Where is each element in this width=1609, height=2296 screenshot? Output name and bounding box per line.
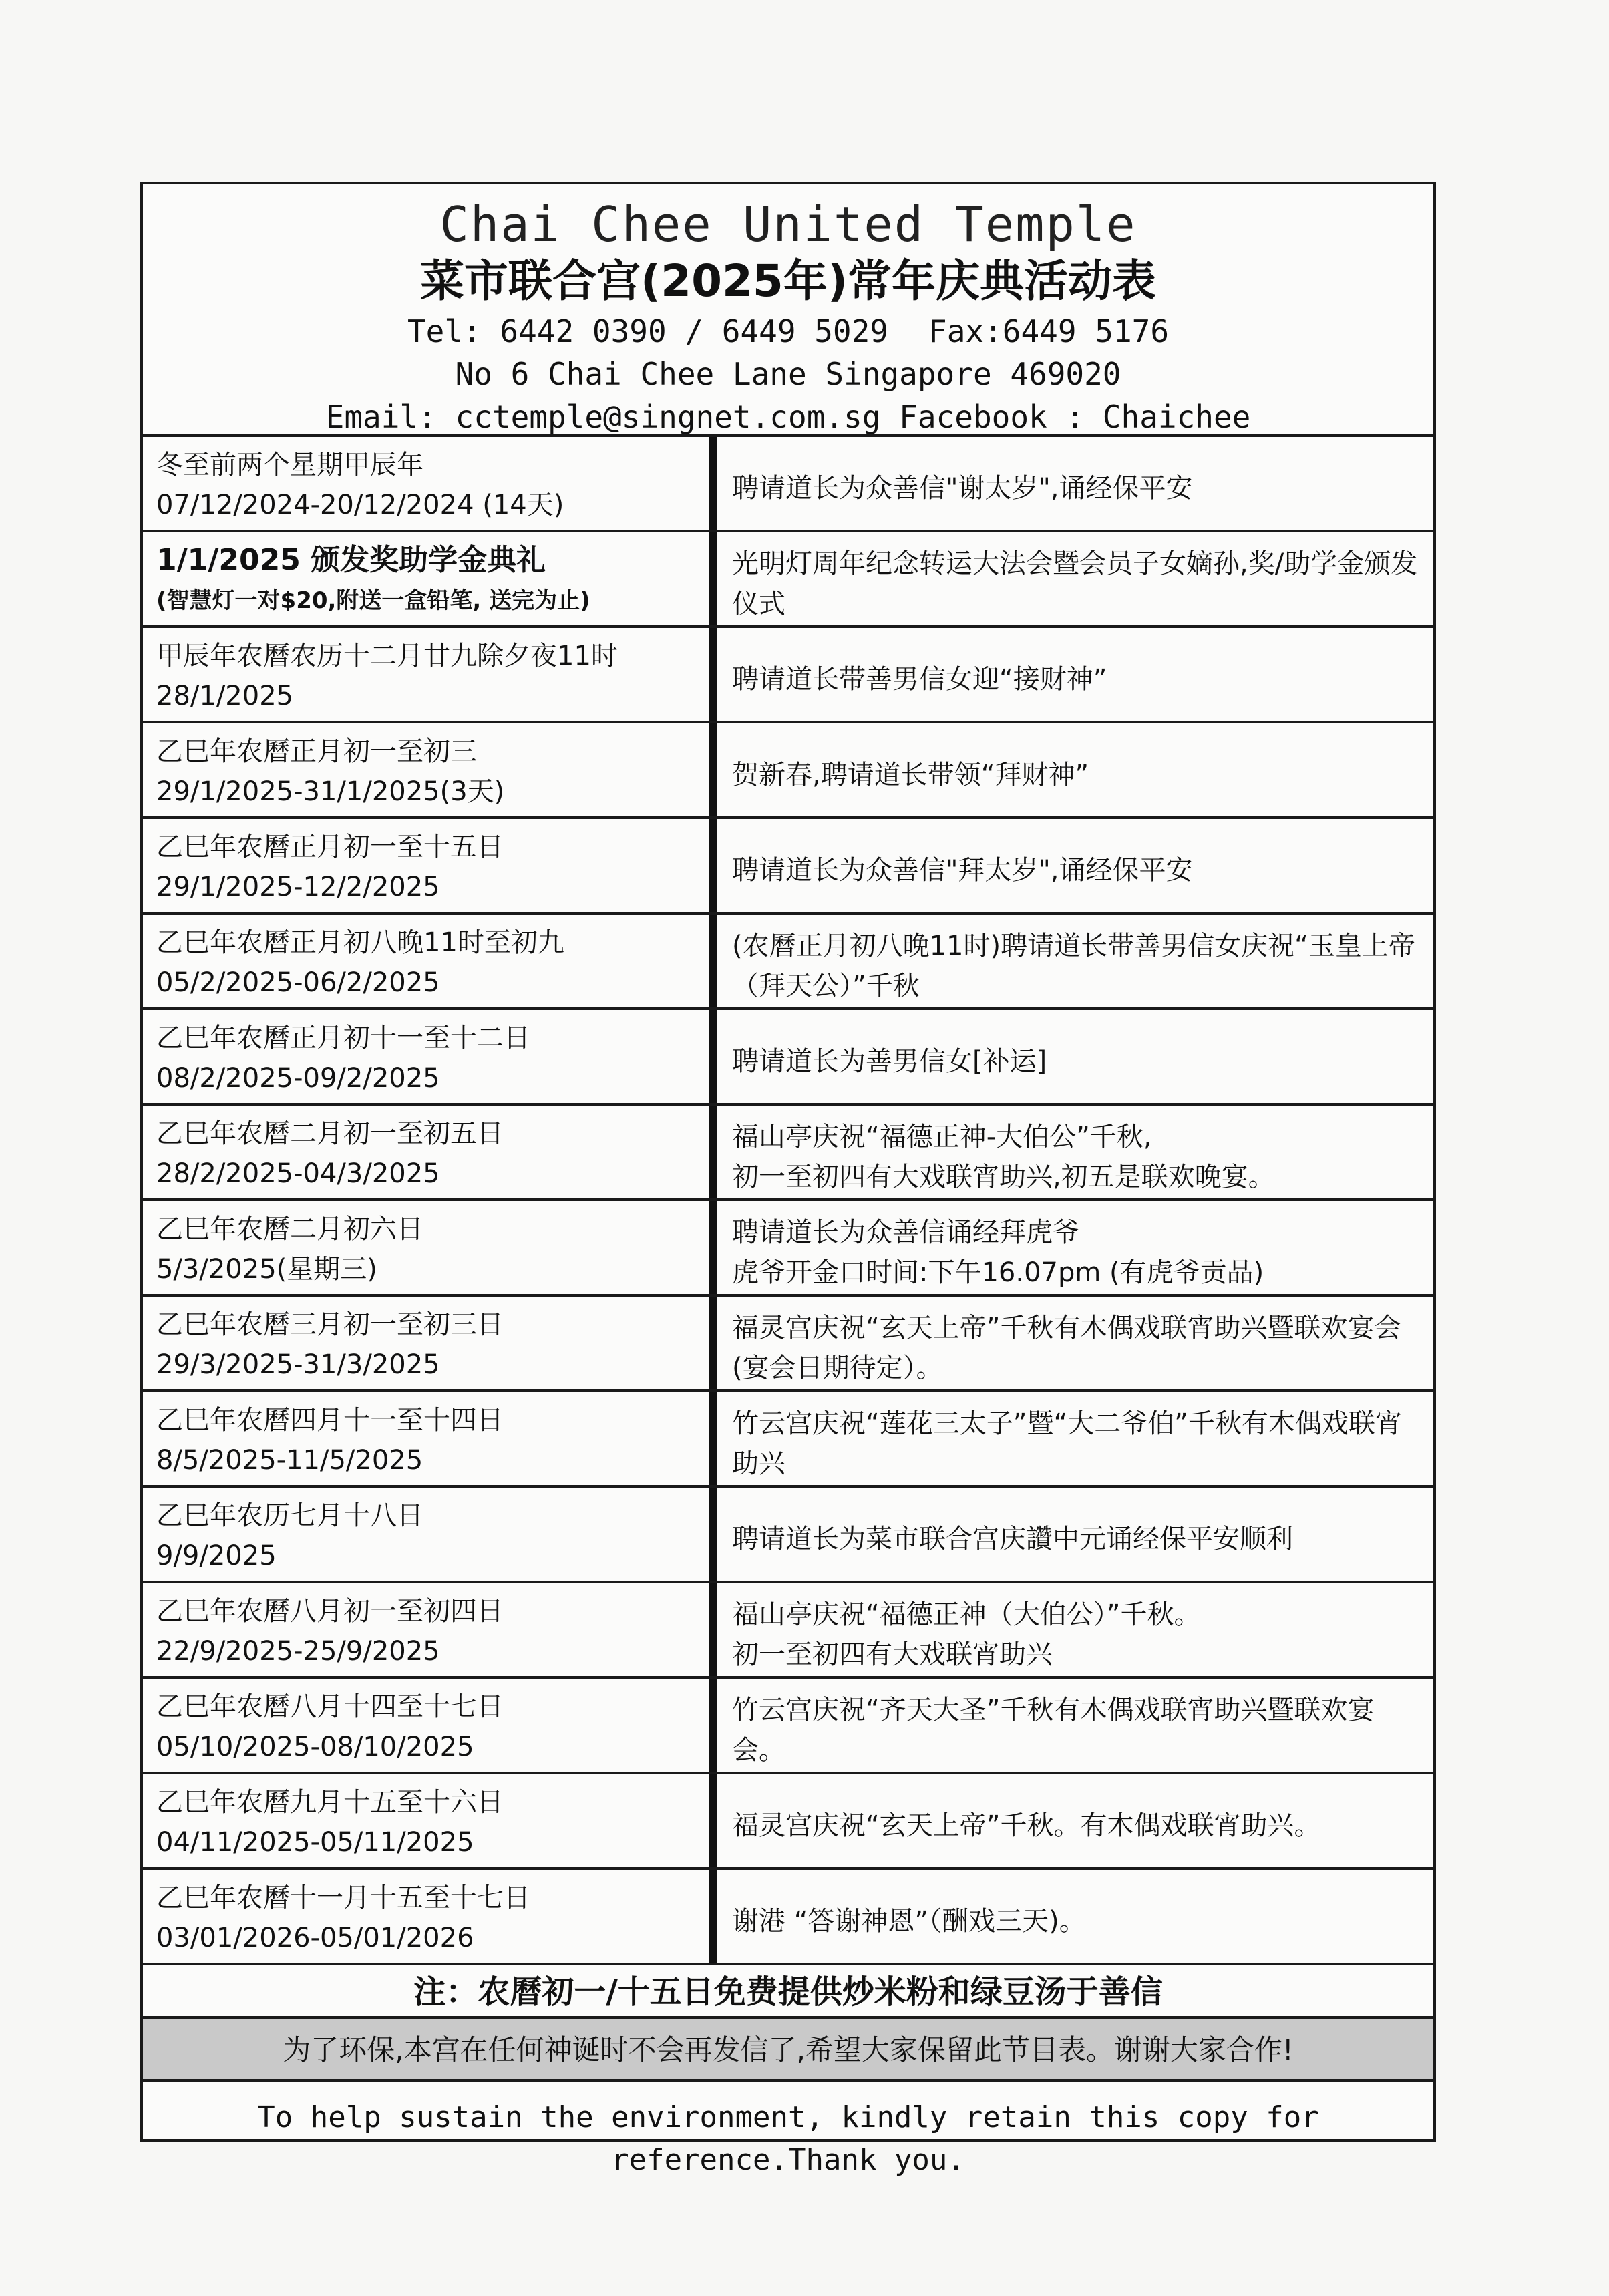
event-desc-text: 贺新春,聘请道长带领“拜财神” [732, 759, 1089, 790]
event-when [143, 532, 717, 625]
event-desc-text: 谢港 “答谢神恩”（酬戏三天)。 [732, 1905, 1086, 1937]
event-when [143, 915, 717, 1007]
event-row [143, 1774, 1433, 1870]
event-table [143, 437, 1433, 1965]
event-desc-text: 聘请道长为善男信女[补运] [732, 1045, 1047, 1077]
event-description [717, 1870, 1433, 1963]
event-row [143, 628, 1433, 723]
event-description [717, 819, 1433, 912]
event-period: 乙巳年农曆八月初一至初四日 [156, 1596, 504, 1627]
event-description [717, 628, 1433, 721]
event-period: 1/1/2025 颁发奖助学金典礼 [156, 543, 546, 577]
event-when [143, 1392, 717, 1485]
event-date: 29/1/2025-31/1/2025(3天) [156, 776, 505, 807]
phone-line [143, 310, 1433, 353]
event-desc-text: (农曆正月初八晚11时)聘请道长带善男信女庆祝“玉皇上帝（拜天公）”千秋 [732, 930, 1415, 1001]
event-description [717, 1392, 1433, 1485]
event-row [143, 532, 1433, 628]
free-food-note: 注：农曆初一/十五日免费提供炒米粉和绿豆汤于善信 [143, 1965, 1433, 2019]
schedule-title-cn: 菜市联合宫(2025年)常年庆典活动表 [419, 255, 1157, 307]
event-desc-text-2: 初一至初四有大戏联宵助兴,初五是联欢晚宴。 [732, 1161, 1275, 1192]
event-desc-text: 聘请道长为菜市联合宫庆讚中元诵经保平安顺利 [732, 1523, 1293, 1554]
event-period: 乙巳年农曆正月初八晚11时至初九 [156, 927, 564, 958]
event-row [143, 1870, 1433, 1965]
event-description [717, 723, 1433, 816]
event-desc-text: 光明灯周年纪念转运大法会暨会员子女嫡孙,奖/助学金颁发仪式 [732, 548, 1418, 619]
event-when [143, 1010, 717, 1103]
tel-number: Tel: 6442 0390 / 6449 5029 [407, 313, 889, 349]
event-date: 07/12/2024-20/12/2024 (14天) [156, 490, 564, 520]
event-desc-text: 聘请道长为众善信诵经拜虎爷 [732, 1216, 1079, 1248]
event-when [143, 1297, 717, 1389]
event-description [717, 915, 1433, 1007]
event-when [143, 1106, 717, 1198]
schedule-sheet [140, 182, 1436, 2177]
event-period: 乙巳年农曆九月十五至十六日 [156, 1787, 504, 1818]
event-description [717, 1106, 1433, 1198]
event-date: 05/2/2025-06/2/2025 [156, 967, 440, 998]
event-when [143, 1774, 717, 1867]
event-when [143, 1870, 717, 1963]
event-date: 03/01/2026-05/01/2026 [156, 1923, 474, 1953]
email-facebook: Email: cctemple@singnet.com.sg Facebook : Chaichee [325, 399, 1251, 435]
event-when [143, 1201, 717, 1294]
event-period: 乙巳年农曆十一月十五至十七日 [156, 1882, 530, 1913]
event-period: 乙巳年农曆正月初一至初三 [156, 736, 477, 767]
event-period: 乙巳年农曆三月初一至初三日 [156, 1309, 504, 1340]
event-desc-text: 聘请道长为众善信"拜太岁",诵经保平安 [732, 854, 1193, 886]
event-when [143, 1488, 717, 1581]
event-date: 08/2/2025-09/2/2025 [156, 1063, 440, 1094]
event-desc-text: 福山亭庆祝“福德正神（大伯公）”千秋。 [732, 1599, 1201, 1630]
event-date: 28/1/2025 [156, 681, 294, 711]
event-description [717, 437, 1433, 530]
event-period: 冬至前两个星期甲辰年 [156, 450, 423, 480]
event-period: 乙巳年农曆二月初六日 [156, 1214, 423, 1245]
event-date: (智慧灯一对$20,附送一盒铅笔, 送完为止) [156, 587, 590, 614]
event-row [143, 437, 1433, 532]
event-description [717, 1679, 1433, 1772]
event-row [143, 723, 1433, 819]
event-period: 乙巳年农曆四月十一至十四日 [156, 1405, 504, 1436]
event-desc-text-2: 虎爷开金口时间:下午16.07pm (有虎爷贡品) [732, 1257, 1264, 1288]
event-description [717, 1488, 1433, 1581]
event-period: 乙巳年农曆正月初一至十五日 [156, 832, 504, 862]
event-date: 28/2/2025-04/3/2025 [156, 1158, 440, 1189]
event-row [143, 1201, 1433, 1297]
event-when [143, 819, 717, 912]
event-desc-text: 聘请道长带善男信女迎“接财神” [732, 663, 1107, 695]
event-period: 乙巳年农曆八月十四至十七日 [156, 1691, 504, 1722]
event-row [143, 1392, 1433, 1488]
event-desc-text: 竹云宫庆祝“莲花三太子”暨“大二爷伯”千秋有木偶戏联宵助兴 [732, 1408, 1402, 1479]
event-description [717, 1297, 1433, 1389]
eco-notice-en: To help sustain the environment, kindly retain this copy for reference.Thank you. [257, 2100, 1319, 2177]
header [143, 184, 1433, 437]
event-description [717, 1583, 1433, 1676]
event-date: 04/11/2025-05/11/2025 [156, 1827, 474, 1858]
event-row [143, 1106, 1433, 1201]
event-date: 22/9/2025-25/9/2025 [156, 1636, 440, 1667]
event-period: 乙巳年农历七月十八日 [156, 1500, 423, 1531]
event-desc-text: 福灵宫庆祝“玄天上帝”千秋有木偶戏联宵助兴暨联欢宴会(宴会日期待定）。 [732, 1312, 1401, 1383]
event-when [143, 1679, 717, 1772]
event-row [143, 1488, 1433, 1583]
event-row [143, 915, 1433, 1010]
event-when [143, 1583, 717, 1676]
event-description [717, 1010, 1433, 1103]
event-description [717, 1201, 1433, 1294]
event-date: 29/1/2025-12/2/2025 [156, 872, 440, 903]
event-date: 8/5/2025-11/5/2025 [156, 1445, 423, 1476]
event-period: 甲辰年农曆农历十二月廿九除夕夜11时 [156, 641, 618, 671]
event-description [717, 1774, 1433, 1867]
eco-notice-cn: 为了环保,本宫在任何神诞时不会再发信了,希望大家保留此节目表。谢谢大家合作! [143, 2019, 1433, 2082]
event-date: 5/3/2025(星期三) [156, 1254, 377, 1285]
event-date: 9/9/2025 [156, 1540, 277, 1571]
event-desc-text: 聘请道长为众善信"谢太岁",诵经保平安 [732, 472, 1193, 504]
address: No 6 Chai Chee Lane Singapore 469020 [455, 356, 1121, 392]
event-when [143, 628, 717, 721]
event-period: 乙巳年农曆二月初一至初五日 [156, 1118, 504, 1149]
event-row [143, 1010, 1433, 1106]
event-row [143, 819, 1433, 915]
event-row [143, 1297, 1433, 1392]
event-desc-text: 福山亭庆祝“福德正神-大伯公”千秋, [732, 1121, 1152, 1152]
event-date: 05/10/2025-08/10/2025 [156, 1732, 474, 1762]
event-desc-text-2: 初一至初四有大戏联宵助兴 [732, 1639, 1053, 1670]
fax-number: Fax:6449 5176 [928, 313, 1170, 349]
event-when [143, 723, 717, 816]
event-row [143, 1583, 1433, 1679]
temple-name-en: Chai Chee United Temple [439, 196, 1137, 253]
event-period: 乙巳年农曆正月初十一至十二日 [156, 1023, 530, 1053]
event-description [717, 532, 1433, 625]
event-when [143, 437, 717, 530]
event-desc-text: 福灵宫庆祝“玄天上帝”千秋。有木偶戏联宵助兴。 [732, 1810, 1321, 1841]
event-row [143, 1679, 1433, 1774]
event-desc-text: 竹云宫庆祝“齐天大圣”千秋有木偶戏联宵助兴暨联欢宴会。 [732, 1694, 1375, 1766]
event-date: 29/3/2025-31/3/2025 [156, 1349, 440, 1380]
